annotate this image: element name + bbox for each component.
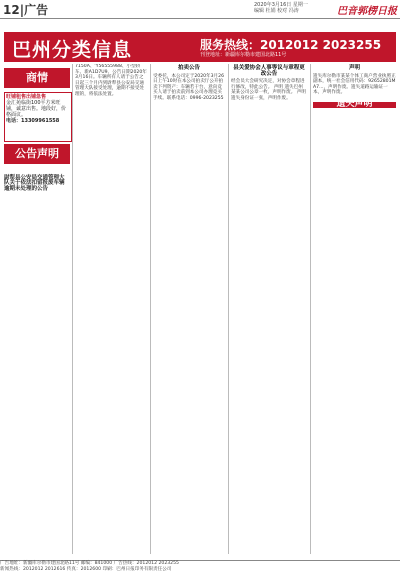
column-4: 县关爱协会人事等议与章程更改公告 经会员大会研究决定，对协会章程进行修改，特此公告。 声明 遗失巴州某某公司公章一枚，声明作废。 声明 遗失身份证一张，声明作废。 [231,65,306,101]
banner-hotline: 服务热线：2012012 2023255 [200,38,382,52]
police-notice: 尉犁县公安局交通管理大队关于依法扣留报废车辆逾期未处理的公告 [4,174,65,192]
banner-address: 刊登地址：新疆库尔勒市建国北路11号 [200,52,287,58]
notice-heading: 公告声明 [4,144,70,164]
business-heading: 商情 [4,68,70,88]
page-footer: 广告地址：新疆库尔勒市建国北路11号 邮编：841000 广告热线：2012012 2023255 新闻热线：2012012 2012616 传真：2012600 印刷：巴州日报印务有限责任公司 [0,560,400,583]
shop-ad: 旺铺租售出铺急售 金汇苑临街100平方米旺铺，诚意出售。地段好，价格面议。 电话：13309961558 [4,92,72,142]
column-2: 7150A、'Y56555988、小型轿车、新A1D7U9、公告日期2020年3月16日。车辆所有人请于公告之日起三个月内到尉犁县公安局交通管理大队接受处理，逾期不接受处理的，将依法处置。 [75,64,147,97]
date-line: 2020年3月16日 星期一 编辑 杜娟 校对 冯涛 [254,2,308,14]
newspaper-logo: 巴音郭楞日报 [337,6,397,17]
banner-title: 巴州分类信息 [12,39,133,61]
column-3: 拍卖公告 受委托，本公司定于2020年3月26日上午10时在本公司拍卖厅公开拍卖下列资产：车辆若干台，意向竞买人请于拍卖前到本公司办理竞买手续。联系电话：0996-2023255 [153,65,224,101]
column-5: 声明 遗失库尔勒市某某个体工商户营业执照正副本，统一社会信用代码：92652801MA7...，声明作废。遗失道路运输证一本，声明作废。 遗失声明 [313,65,396,109]
page-header [0,0,400,19]
classified-banner [4,32,396,62]
page-label: 12|广告 [3,3,49,17]
